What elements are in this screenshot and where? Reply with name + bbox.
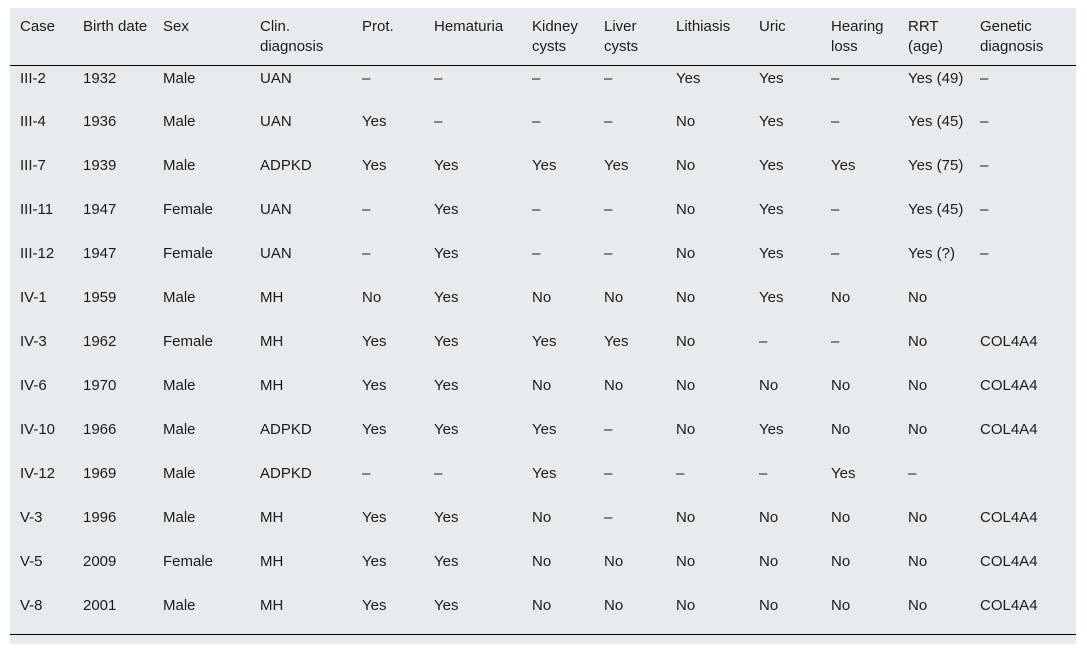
cell-liver-cysts: Yes — [604, 157, 629, 174]
cell-birth-date: 2001 — [73, 593, 153, 634]
cell-genetic-diagnosis: COL4A4 — [980, 377, 1038, 394]
cell-clin-diagnosis: MH — [260, 553, 284, 570]
header-hematuria: Hematuria — [424, 8, 522, 65]
cell-kidney-cysts: – — [532, 113, 541, 130]
cell-uric: – — [759, 465, 768, 482]
cell-rrt-age: Yes (?) — [908, 245, 955, 262]
cell-prot: – — [362, 465, 371, 482]
cell-kidney-cysts: Yes — [532, 333, 557, 350]
cell-case: V-3 — [20, 509, 43, 526]
cell-rrt-age: Yes (75) — [908, 157, 964, 174]
cell-case: IV-3 — [20, 333, 47, 350]
header-clin-diagnosis: Clin. diagnosis — [250, 8, 352, 65]
cell-genetic-diagnosis: – — [980, 157, 989, 174]
cell-rrt-age: No — [908, 333, 928, 350]
cell-uric: No — [759, 509, 779, 526]
cell-lithiasis: No — [676, 421, 696, 438]
table-row — [10, 593, 1076, 634]
cell-kidney-cysts: No — [532, 289, 552, 306]
cell-lithiasis: No — [676, 509, 696, 526]
cell-prot: Yes — [362, 113, 387, 130]
cell-hearing-loss: No — [821, 593, 898, 634]
cell-liver-cysts: No — [604, 553, 624, 570]
cell-rrt-age: No — [908, 553, 928, 570]
cell-hearing-loss: – — [831, 201, 840, 218]
cell-rrt-age: No — [908, 377, 928, 394]
cell-uric: Yes — [759, 113, 784, 130]
cell-genetic-diagnosis: COL4A4 — [980, 509, 1038, 526]
cell-birth-date: 2009 — [83, 553, 117, 570]
cell-birth-date: 1970 — [83, 377, 117, 394]
cell-clin-diagnosis: MH — [250, 593, 352, 634]
cell-clin-diagnosis: MH — [260, 377, 284, 394]
cell-lithiasis: No — [676, 333, 696, 350]
cell-lithiasis: No — [666, 593, 749, 634]
cell-lithiasis: No — [676, 289, 696, 306]
cell-lithiasis: No — [676, 201, 696, 218]
cell-birth-date: 1996 — [83, 509, 117, 526]
cell-prot: Yes — [362, 377, 387, 394]
cell-genetic-diagnosis: COL4A4 — [970, 593, 1076, 634]
clinical-data-table — [10, 8, 1076, 635]
cell-prot: Yes — [362, 553, 387, 570]
cell-liver-cysts: – — [604, 201, 613, 218]
cell-prot: – — [362, 201, 371, 218]
table-body — [10, 65, 1076, 634]
cell-clin-diagnosis: ADPKD — [260, 421, 312, 438]
cell-clin-diagnosis: MH — [260, 509, 284, 526]
cell-sex: Female — [163, 333, 214, 350]
table-row — [10, 461, 1076, 505]
cell-birth-date: 1932 — [83, 69, 117, 87]
cell-genetic-diagnosis: – — [980, 69, 989, 87]
cell-genetic-diagnosis — [970, 461, 1076, 505]
table-row — [10, 417, 1076, 461]
cell-hearing-loss: No — [831, 509, 851, 526]
cell-kidney-cysts: No — [532, 509, 552, 526]
cell-case: V-5 — [20, 553, 43, 570]
cell-hematuria: Yes — [434, 245, 459, 262]
table-row — [10, 65, 1076, 109]
cell-kidney-cysts: – — [532, 69, 541, 87]
cell-hearing-loss: No — [831, 377, 851, 394]
cell-rrt-age: No — [898, 593, 970, 634]
cell-hematuria: Yes — [434, 157, 459, 174]
cell-sex: Male — [163, 157, 196, 174]
cell-liver-cysts: No — [594, 593, 666, 634]
cell-lithiasis: No — [676, 553, 696, 570]
cell-prot: – — [362, 69, 371, 87]
cell-case: IV-10 — [20, 421, 56, 438]
cell-prot: No — [362, 289, 382, 306]
cell-clin-diagnosis: ADPKD — [260, 465, 312, 482]
cell-sex: Male — [163, 509, 196, 526]
table-row — [10, 109, 1076, 153]
header-case: Case — [10, 8, 73, 65]
cell-case: III-2 — [20, 69, 46, 87]
cell-lithiasis: No — [676, 377, 696, 394]
table-header-row — [10, 8, 1076, 65]
cell-prot: Yes — [352, 593, 424, 634]
cell-sex: Male — [163, 289, 196, 306]
cell-rrt-age: No — [908, 421, 928, 438]
cell-kidney-cysts: Yes — [532, 157, 557, 174]
cell-sex: Female — [163, 245, 214, 262]
cell-hematuria: Yes — [434, 553, 459, 570]
cell-rrt-age: No — [908, 509, 928, 526]
header-prot: Prot. — [352, 8, 424, 65]
cell-hematuria: Yes — [424, 593, 522, 634]
cell-uric: Yes — [759, 69, 784, 87]
header-sex: Sex — [153, 8, 250, 65]
cell-case: III-11 — [20, 201, 54, 218]
cell-hematuria: Yes — [434, 377, 459, 394]
cell-clin-diagnosis: MH — [260, 333, 284, 350]
cell-liver-cysts: – — [604, 509, 613, 526]
cell-genetic-diagnosis: – — [980, 245, 989, 262]
cell-prot: Yes — [362, 421, 387, 438]
cell-case: III-12 — [20, 245, 55, 262]
cell-uric: Yes — [759, 157, 784, 174]
cell-rrt-age: Yes (45) — [908, 113, 964, 130]
cell-hearing-loss: No — [831, 553, 851, 570]
cell-birth-date: 1947 — [83, 245, 117, 262]
cell-kidney-cysts: – — [532, 245, 541, 262]
cell-clin-diagnosis: UAN — [260, 245, 292, 262]
cell-clin-diagnosis: UAN — [260, 69, 292, 87]
cell-hematuria: Yes — [434, 509, 459, 526]
cell-prot: Yes — [362, 333, 387, 350]
cell-birth-date: 1969 — [83, 465, 117, 482]
cell-case: V-8 — [10, 593, 73, 634]
cell-rrt-age: No — [908, 289, 928, 306]
cell-liver-cysts: – — [604, 421, 613, 438]
table-row — [10, 549, 1076, 593]
cell-sex: Female — [163, 201, 214, 218]
cell-case: IV-6 — [20, 377, 47, 394]
cell-uric: Yes — [759, 289, 784, 306]
cell-hearing-loss: – — [831, 113, 840, 130]
cell-hematuria: – — [434, 69, 443, 87]
cell-genetic-diagnosis: COL4A4 — [980, 553, 1038, 570]
cell-clin-diagnosis: UAN — [260, 201, 292, 218]
cell-hematuria: Yes — [434, 289, 459, 306]
cell-birth-date: 1939 — [83, 157, 117, 174]
cell-kidney-cysts: – — [532, 201, 541, 218]
cell-liver-cysts: – — [604, 69, 613, 87]
cell-lithiasis: No — [676, 113, 696, 130]
cell-prot: Yes — [362, 157, 387, 174]
cell-hearing-loss: – — [831, 333, 840, 350]
cell-hearing-loss: – — [831, 69, 840, 87]
cell-hematuria: Yes — [434, 333, 459, 350]
table-row — [10, 197, 1076, 241]
header-hearing-loss: Hearing loss — [821, 8, 898, 65]
cell-hematuria: – — [434, 465, 443, 482]
cell-sex: Male — [163, 465, 196, 482]
header-liver-cysts: Liver cysts — [594, 8, 666, 65]
cell-prot: Yes — [362, 509, 387, 526]
cell-hearing-loss: Yes — [831, 157, 856, 174]
cell-sex: Male — [163, 113, 196, 130]
cell-uric: Yes — [759, 201, 784, 218]
cell-kidney-cysts: No — [532, 553, 552, 570]
cell-genetic-diagnosis: – — [980, 113, 989, 130]
table-row — [10, 505, 1076, 549]
cell-rrt-age: Yes (49) — [908, 69, 964, 87]
cell-hearing-loss: – — [831, 245, 840, 262]
table-row — [10, 153, 1076, 197]
cell-lithiasis: – — [676, 465, 685, 482]
cell-rrt-age: – — [908, 465, 917, 482]
cell-hematuria: Yes — [434, 421, 459, 438]
cell-birth-date: 1959 — [83, 289, 117, 306]
cell-uric: Yes — [759, 245, 784, 262]
cell-genetic-diagnosis: COL4A4 — [980, 421, 1038, 438]
header-genetic-diagnosis: Genetic diagnosis — [970, 8, 1076, 65]
cell-lithiasis: Yes — [676, 69, 701, 87]
cell-hearing-loss: No — [831, 289, 851, 306]
cell-genetic-diagnosis — [970, 285, 1076, 329]
table-row — [10, 241, 1076, 285]
cell-prot: – — [362, 245, 371, 262]
cell-hematuria: Yes — [434, 201, 459, 218]
cell-kidney-cysts: No — [522, 593, 594, 634]
cell-kidney-cysts: Yes — [532, 421, 557, 438]
cell-uric: No — [749, 593, 821, 634]
cell-uric: – — [759, 333, 768, 350]
cell-liver-cysts: – — [604, 113, 613, 130]
cell-liver-cysts: No — [604, 289, 624, 306]
cell-sex: Male — [163, 377, 196, 394]
table-row — [10, 373, 1076, 417]
cell-sex: Male — [163, 69, 196, 87]
cell-uric: No — [759, 553, 779, 570]
cell-clin-diagnosis: ADPKD — [260, 157, 312, 174]
data-table-container — [10, 8, 1076, 644]
cell-lithiasis: No — [676, 245, 696, 262]
cell-case: IV-1 — [20, 289, 47, 306]
cell-uric: Yes — [759, 421, 784, 438]
cell-sex: Female — [163, 553, 214, 570]
header-lithiasis: Lithiasis — [666, 8, 749, 65]
cell-lithiasis: No — [676, 157, 696, 174]
cell-case: III-7 — [20, 157, 46, 174]
cell-clin-diagnosis: UAN — [260, 113, 292, 130]
cell-hematuria: – — [434, 113, 443, 130]
cell-kidney-cysts: No — [532, 377, 552, 394]
cell-kidney-cysts: Yes — [532, 465, 557, 482]
cell-birth-date: 1936 — [83, 113, 117, 130]
cell-liver-cysts: – — [604, 465, 613, 482]
header-uric: Uric — [749, 8, 821, 65]
cell-liver-cysts: No — [604, 377, 624, 394]
cell-case: IV-12 — [20, 465, 56, 482]
cell-genetic-diagnosis: COL4A4 — [980, 333, 1038, 350]
header-rrt-age: RRT (age) — [898, 8, 970, 65]
cell-clin-diagnosis: MH — [260, 289, 284, 306]
cell-birth-date: 1966 — [83, 421, 117, 438]
cell-birth-date: 1947 — [83, 201, 117, 218]
cell-case: III-4 — [20, 113, 46, 130]
cell-sex: Male — [163, 421, 196, 438]
table-row — [10, 285, 1076, 329]
cell-hearing-loss: Yes — [831, 465, 856, 482]
header-birth-date: Birth date — [73, 8, 153, 65]
cell-liver-cysts: – — [604, 245, 613, 262]
cell-birth-date: 1962 — [83, 333, 117, 350]
cell-sex: Male — [153, 593, 250, 634]
cell-liver-cysts: Yes — [604, 333, 629, 350]
cell-hearing-loss: No — [831, 421, 851, 438]
header-kidney-cysts: Kidney cysts — [522, 8, 594, 65]
cell-rrt-age: Yes (45) — [908, 201, 964, 218]
table-row — [10, 329, 1076, 373]
cell-genetic-diagnosis: – — [980, 201, 989, 218]
cell-uric: No — [759, 377, 779, 394]
